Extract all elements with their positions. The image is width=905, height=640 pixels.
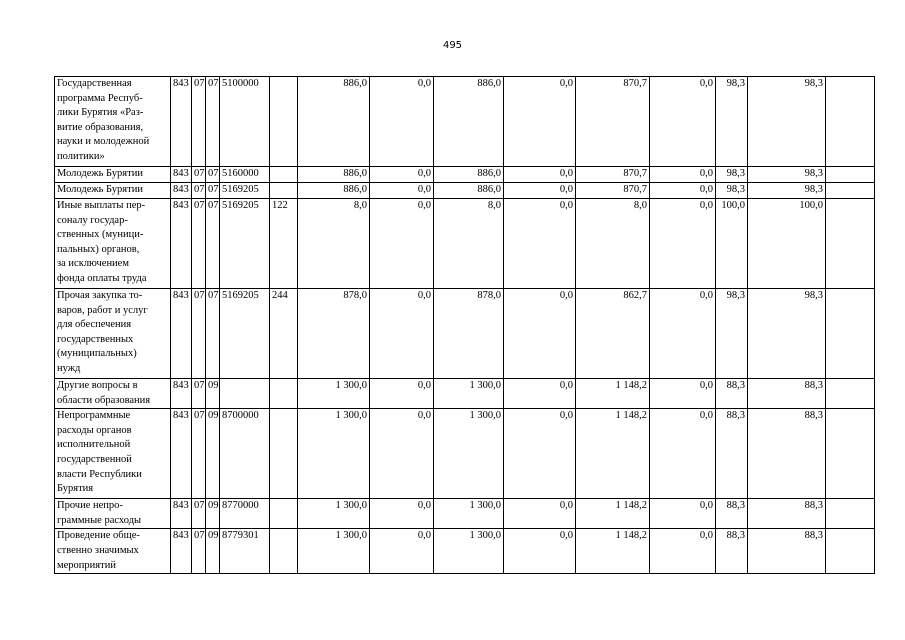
row-ved-code: 843 <box>171 199 192 289</box>
row-name-line: витие образования, <box>57 121 144 133</box>
row-name-line: политики» <box>57 150 105 162</box>
row-empty-cell <box>826 409 875 499</box>
row-percent-1: 88,3 <box>716 529 748 574</box>
row-subsection-code: 09 <box>206 409 220 499</box>
row-name-line: Иные выплаты пер- <box>57 200 146 211</box>
row-name <box>55 289 171 379</box>
row-expense-type <box>270 167 298 183</box>
row-value-3: 1 300,0 <box>434 529 504 574</box>
row-ved-code: 843 <box>171 167 192 183</box>
row-name-line: соналу государ- <box>57 214 128 226</box>
row-value-6: 0,0 <box>650 529 716 574</box>
row-value-1: 1 300,0 <box>298 409 370 499</box>
row-name-line: Непрограммные <box>57 410 131 422</box>
row-value-2: 0,0 <box>370 529 434 574</box>
row-value-4: 0,0 <box>504 77 576 167</box>
row-name-line: Прочая закупка то- <box>57 290 143 301</box>
row-target-article: 8779301 <box>220 529 270 574</box>
row-name-line: нужд <box>57 362 81 374</box>
row-value-2: 0,0 <box>370 379 434 409</box>
row-name <box>55 199 171 289</box>
row-percent-1: 88,3 <box>716 379 748 409</box>
row-target-article: 5169205 <box>220 183 270 199</box>
row-percent-2: 98,3 <box>748 183 826 199</box>
row-section-code: 07 <box>192 529 206 574</box>
row-expense-type: 122 <box>270 199 298 289</box>
row-name-line: Государственная <box>57 78 132 89</box>
row-name-line: исполнительной <box>57 439 131 451</box>
row-value-6: 0,0 <box>650 379 716 409</box>
row-name-line: науки и молодежной <box>57 136 150 148</box>
row-name-line: для обеспечения <box>57 319 132 331</box>
row-name-line: расходы органов <box>57 424 132 436</box>
row-empty-cell <box>826 289 875 379</box>
row-value-2: 0,0 <box>370 409 434 499</box>
row-value-6: 0,0 <box>650 499 716 529</box>
row-empty-cell <box>826 183 875 199</box>
row-value-5: 862,7 <box>576 289 650 379</box>
row-ved-code: 843 <box>171 183 192 199</box>
row-value-5: 1 148,2 <box>576 379 650 409</box>
row-target-article: 5169205 <box>220 199 270 289</box>
table-row <box>55 167 875 183</box>
row-value-2: 0,0 <box>370 77 434 167</box>
row-percent-2: 98,3 <box>748 167 826 183</box>
row-subsection-code: 09 <box>206 499 220 529</box>
row-value-1: 886,0 <box>298 167 370 183</box>
row-value-3: 878,0 <box>434 289 504 379</box>
row-value-3: 1 300,0 <box>434 499 504 529</box>
row-section-code: 07 <box>192 499 206 529</box>
row-empty-cell <box>826 529 875 574</box>
row-target-article: 5169205 <box>220 289 270 379</box>
row-subsection-code: 07 <box>206 199 220 289</box>
row-name-line: граммные расходы <box>57 514 142 526</box>
row-value-3: 1 300,0 <box>434 379 504 409</box>
row-name-line: фонда оплаты труда <box>57 272 147 284</box>
row-expense-type <box>270 183 298 199</box>
row-section-code: 07 <box>192 289 206 379</box>
row-percent-1: 98,3 <box>716 167 748 183</box>
row-value-4: 0,0 <box>504 529 576 574</box>
row-value-4: 0,0 <box>504 289 576 379</box>
row-subsection-code: 07 <box>206 289 220 379</box>
page-number: 495 <box>442 40 463 51</box>
row-subsection-code: 09 <box>206 379 220 409</box>
row-name-line: пальных) органов, <box>57 243 140 255</box>
row-name-line: лики Бурятия «Раз- <box>57 107 144 119</box>
row-percent-2: 88,3 <box>748 529 826 574</box>
row-value-4: 0,0 <box>504 499 576 529</box>
row-section-code: 07 <box>192 379 206 409</box>
row-section-code: 07 <box>192 77 206 167</box>
row-name-line: государственной <box>57 453 132 465</box>
row-value-6: 0,0 <box>650 199 716 289</box>
row-value-5: 870,7 <box>576 77 650 167</box>
table-row <box>55 409 875 499</box>
row-percent-1: 98,3 <box>716 183 748 199</box>
row-expense-type <box>270 529 298 574</box>
row-value-2: 0,0 <box>370 167 434 183</box>
row-target-article: 5100000 <box>220 77 270 167</box>
row-subsection-code: 09 <box>206 529 220 574</box>
row-value-5: 870,7 <box>576 183 650 199</box>
row-value-4: 0,0 <box>504 379 576 409</box>
row-name <box>55 183 171 199</box>
row-value-5: 870,7 <box>576 167 650 183</box>
row-percent-1: 88,3 <box>716 409 748 499</box>
table-row <box>55 183 875 199</box>
row-value-1: 878,0 <box>298 289 370 379</box>
row-value-4: 0,0 <box>504 167 576 183</box>
row-target-article: 8770000 <box>220 499 270 529</box>
row-ved-code: 843 <box>171 409 192 499</box>
table-row <box>55 379 875 409</box>
row-empty-cell <box>826 499 875 529</box>
row-value-6: 0,0 <box>650 167 716 183</box>
row-percent-2: 100,0 <box>748 199 826 289</box>
row-expense-type <box>270 499 298 529</box>
row-percent-2: 88,3 <box>748 379 826 409</box>
row-target-article: 5160000 <box>220 167 270 183</box>
row-percent-1: 88,3 <box>716 499 748 529</box>
row-value-2: 0,0 <box>370 499 434 529</box>
row-percent-1: 98,3 <box>716 77 748 167</box>
row-expense-type: 244 <box>270 289 298 379</box>
row-empty-cell <box>826 167 875 183</box>
row-name-line: власти Республики <box>57 468 142 480</box>
row-value-1: 886,0 <box>298 77 370 167</box>
row-value-4: 0,0 <box>504 199 576 289</box>
table-row <box>55 77 875 167</box>
table-row <box>55 529 875 574</box>
row-section-code: 07 <box>192 409 206 499</box>
row-section-code: 07 <box>192 199 206 289</box>
row-ved-code: 843 <box>171 77 192 167</box>
row-value-6: 0,0 <box>650 77 716 167</box>
row-empty-cell <box>826 379 875 409</box>
row-name-line: области образования <box>57 394 151 406</box>
row-value-4: 0,0 <box>504 409 576 499</box>
table-row <box>55 289 875 379</box>
table-row <box>55 499 875 529</box>
row-percent-1: 98,3 <box>716 289 748 379</box>
row-value-3: 886,0 <box>434 77 504 167</box>
row-name-line: мероприятий <box>57 559 116 571</box>
row-percent-2: 98,3 <box>748 289 826 379</box>
row-value-5: 1 148,2 <box>576 499 650 529</box>
row-value-3: 8,0 <box>434 199 504 289</box>
row-name-line: за исключением <box>57 258 129 270</box>
row-value-1: 8,0 <box>298 199 370 289</box>
row-name <box>55 529 171 574</box>
row-name-line: варов, работ и услуг <box>57 304 148 316</box>
row-name <box>55 167 171 183</box>
row-percent-2: 88,3 <box>748 409 826 499</box>
row-name-line: Проведение обще- <box>57 530 140 542</box>
row-percent-1: 100,0 <box>716 199 748 289</box>
row-empty-cell <box>826 77 875 167</box>
row-name <box>55 409 171 499</box>
row-value-5: 8,0 <box>576 199 650 289</box>
row-ved-code: 843 <box>171 289 192 379</box>
row-expense-type <box>270 77 298 167</box>
row-value-4: 0,0 <box>504 183 576 199</box>
row-ved-code: 843 <box>171 379 192 409</box>
row-value-5: 1 148,2 <box>576 529 650 574</box>
row-name <box>55 499 171 529</box>
row-value-2: 0,0 <box>370 199 434 289</box>
row-value-1: 1 300,0 <box>298 529 370 574</box>
row-name-line: Другие вопросы в <box>57 380 138 391</box>
budget-table <box>54 76 875 574</box>
row-name <box>55 77 171 167</box>
row-value-6: 0,0 <box>650 183 716 199</box>
row-value-2: 0,0 <box>370 289 434 379</box>
row-percent-2: 88,3 <box>748 499 826 529</box>
row-value-5: 1 148,2 <box>576 409 650 499</box>
row-section-code: 07 <box>192 167 206 183</box>
row-name-line: Молодежь Бурятии <box>57 168 143 179</box>
row-value-6: 0,0 <box>650 289 716 379</box>
row-expense-type <box>270 409 298 499</box>
row-value-3: 1 300,0 <box>434 409 504 499</box>
row-name-line: Прочие непро- <box>57 500 123 512</box>
row-subsection-code: 07 <box>206 167 220 183</box>
row-subsection-code: 07 <box>206 77 220 167</box>
row-name-line: программа Респуб- <box>57 92 143 104</box>
row-percent-2: 98,3 <box>748 77 826 167</box>
row-name-line: ственно значимых <box>57 544 139 556</box>
row-section-code: 07 <box>192 183 206 199</box>
row-name-line: государственных <box>57 333 134 345</box>
row-name-line: Молодежь Бурятии <box>57 184 143 195</box>
table-row <box>55 199 875 289</box>
row-value-3: 886,0 <box>434 167 504 183</box>
row-empty-cell <box>826 199 875 289</box>
row-name-line: (муниципальных) <box>57 348 137 360</box>
row-subsection-code: 07 <box>206 183 220 199</box>
row-target-article <box>220 379 270 409</box>
row-target-article: 8700000 <box>220 409 270 499</box>
row-name <box>55 379 171 409</box>
row-name-line: Бурятия <box>57 483 94 495</box>
row-ved-code: 843 <box>171 499 192 529</box>
row-value-2: 0,0 <box>370 183 434 199</box>
row-value-3: 886,0 <box>434 183 504 199</box>
row-value-1: 1 300,0 <box>298 499 370 529</box>
row-value-6: 0,0 <box>650 409 716 499</box>
row-value-1: 1 300,0 <box>298 379 370 409</box>
row-name-line: ственных (муници- <box>57 229 144 241</box>
row-value-1: 886,0 <box>298 183 370 199</box>
row-ved-code: 843 <box>171 529 192 574</box>
row-expense-type <box>270 379 298 409</box>
